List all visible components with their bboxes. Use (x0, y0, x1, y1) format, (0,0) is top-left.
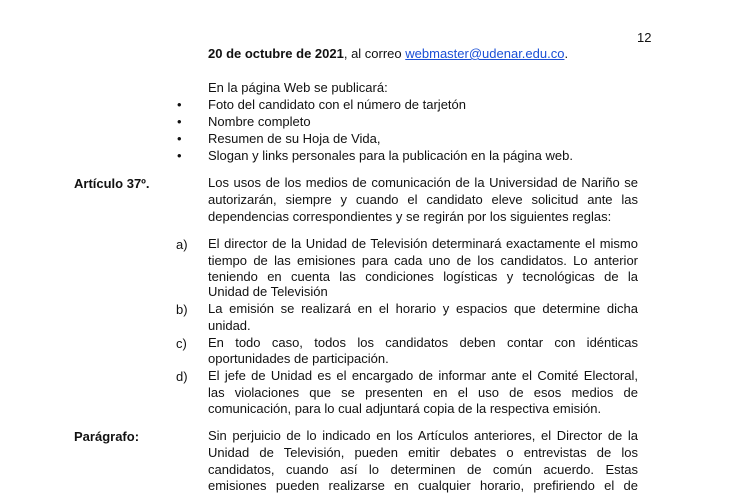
list-item: Foto del candidato con el número de tarjetón (208, 97, 467, 112)
rule-line: En todo caso, todos los candidatos deben contar con idénticas (208, 335, 638, 350)
paragrafo-label: Parágrafo: (74, 429, 140, 444)
page-number: 12 (637, 30, 652, 45)
article-37-line: dependencias correspondientes y se regirán por los siguientes reglas: (208, 209, 612, 224)
rule-line: teniendo en cuenta las condiciones logísticas y tecnológicas de la (208, 269, 638, 284)
intro-line (208, 46, 568, 61)
list-item: Slogan y links personales para la publicación en la página web. (208, 148, 573, 163)
rule-line: unidad. (208, 318, 251, 333)
bullet-icon: • (177, 114, 182, 129)
paragrafo-line: Unidad de Televisión, pueden emitir debates o entrevistas de los (208, 445, 638, 460)
rule-line: Unidad de Televisión (208, 284, 328, 299)
rule-marker-c: c) (176, 336, 187, 351)
list-item: Nombre completo (208, 114, 311, 129)
webmaster-email-link[interactable]: webmaster@udenar.edu.co (405, 46, 565, 61)
bullet-icon: • (177, 131, 182, 146)
rule-line: El director de la Unidad de Televisión determinará exactamente el mismo (208, 236, 638, 251)
rule-line: oportunidades de participación. (208, 351, 389, 366)
bullet-icon: • (177, 148, 182, 163)
list-item: Resumen de su Hoja de Vida, (208, 131, 381, 146)
rule-line: La emisión se realizará en el horario y espacios que determine dicha (208, 301, 638, 316)
rule-marker-a: a) (176, 237, 188, 252)
deadline-date: 20 de octubre de 2021 (208, 46, 344, 61)
rule-line: las violaciones que se presenten en el uso de esos medios de (208, 385, 638, 400)
rule-marker-b: b) (176, 302, 188, 317)
article-37-line: Los usos de los medios de comunicación de la Universidad de Nariño se (208, 175, 638, 190)
rule-line: El jefe de Unidad es el encargado de informar ante el Comité Electoral, (208, 368, 638, 383)
rule-marker-d: d) (176, 369, 188, 384)
publish-heading: En la página Web se publicará: (208, 80, 388, 95)
paragrafo-line: emisiones pueden realizarse en cualquier horario, prefiriendo el de (208, 478, 638, 493)
intro-to-mail: , al correo (343, 46, 406, 61)
paragrafo-line: Sin perjuicio de lo indicado en los Artículos anteriores, el Director de la (208, 428, 638, 443)
intro-period: . (564, 46, 569, 61)
bullet-icon: • (177, 97, 182, 112)
article-37-line: autorizarán, siempre y cuando el candidato eleve solicitud ante las (208, 192, 638, 207)
paragrafo-line: candidatos, cuando así lo determinen de común acuerdo. Estas (208, 462, 638, 477)
rule-line: comunicación, para lo cual adjuntará copia de la respectiva emisión. (208, 401, 602, 416)
article-37-label: Artículo 37º. (74, 176, 150, 191)
rule-line: tiempo de las emisiones para cada uno de los candidatos. Lo anterior (208, 253, 638, 268)
